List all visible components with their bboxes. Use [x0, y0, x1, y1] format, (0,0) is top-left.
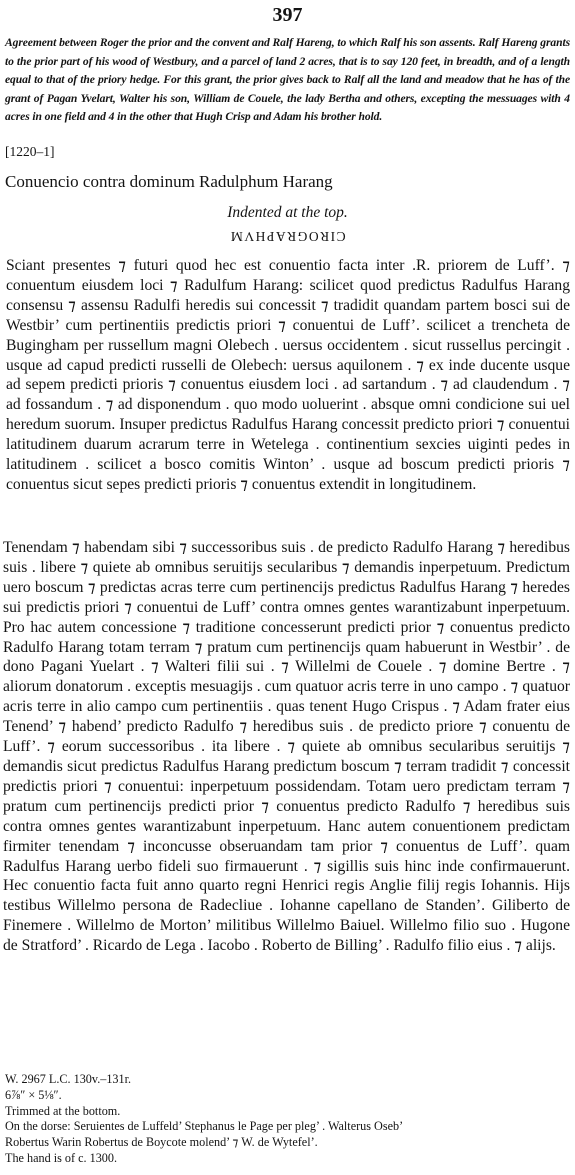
editorial-notes: [5, 1072, 570, 1167]
hand-note: The hand is of c. 1300.: [5, 1150, 118, 1165]
english-summary: Agreement between Roger the prior and the convent and Ralf Hareng, to which Ralf his son assents. Ralf Hareng grants to the prior part of his wood of Westbury, and a parcel of land 2 acres, that is to say 120 feet, in breadth, and of a length equal to that of the priory hedge. For this grant, the prior gives back to Ralf all the land and meadow that he has of the grant of Pagan Yvelart, Walter his son, William de Couele, the lady Bertha and others, excepting the messuages with 4 acres in one field and 4 in the other that Hugh Crisp and Adam his brother hold.: [5, 36, 570, 124]
trim-note: Trimmed at the bottom.: [5, 1103, 121, 1118]
document-date: [1220–1]: [5, 144, 55, 159]
manuscript-reference: W. 2967 L.C. 130v.–131r.: [5, 1072, 132, 1086]
dorse-note-line-1: On the dorse: Seruientes de Luffeld’ Stephanus le Page per pleg’ . Walterus Oseb’: [5, 1119, 404, 1134]
document-title: Conuencio contra dominum Radulphum Harang: [5, 172, 333, 191]
page-number: 397: [272, 4, 303, 26]
indent-note: Indented at the top.: [227, 204, 348, 221]
charter-paragraph-2: Tenendam ⁊ habendam sibi ⁊ successoribus suis . de predicto Radulfo Harang ⁊ heredibus suis . libere ⁊ quiete ab omnibus seruitijs secularibus ⁊ demandis inperpetuum. Predictum uero boscum ⁊ predictas acras terre cum pertinencijs predictus Radulfus Harang ⁊ heredes sui predictis priori ⁊ conuentui de Luff’ contra omnes gentes warantizabunt inperpetuum. Pro hac autem concessione ⁊ traditione concesserunt predicti prior ⁊ conuentus predicto Radulfo Harang totam terram ⁊ pratum cum pertinencijs quam habuerunt in Westbir’ . de dono Pagani Yuelart . ⁊ Walteri filii sui . ⁊ Willelmi de Couele . ⁊ domine Bertre . ⁊ aliorum donatorum . exceptis mesuagijs . cum quatuor acris terre in uno campo . ⁊ quatuor acris terre in alio campo cum pertinentiis . quas tenent Hugo Crispus . ⁊ Adam frater eius Tenend’ ⁊ habend’ predicto Radulfo ⁊ heredibus suis . de predicto priore ⁊ conuentu de Luff’. ⁊ eorum successoribus . ita libere . ⁊ quiete ab omnibus secularibus seruitijs ⁊ demandis sicut predictus Radulfus Harang predictum boscum ⁊ terram tradidit ⁊ concessit predictis priori ⁊ conuentui: inperpetuum possidendam. Totam uero predictam terram ⁊ pratum cum pertinencijs predicti prior ⁊ conuentus predicto Radulfo ⁊ heredibus suis contra omnes gentes warantizabunt inperpetuum. Hanc autem conuentionem predictam firmiter tenendam ⁊ inconcusse obseruandam tam prior ⁊ conuentus de Luff’. quam Radulfus Harang uerbo fideli suo firmauerunt . ⁊ sigillis suis hinc inde confirmauerunt. Hec conuentio facta fuit anno quarto regni Henrici regis Anglie filij regis Iohannis. Hijs testibus Willelmo persona de Radecliue . Iohanne capellano de Standen’. Giliberto de Finemere . Willelmo de Morton’ militibus Willelmo Baiuel. Willelmo filio suo . Hugone de Stratford’ . Ricardo de Lega . Iacobo . Roberto de Billing’ . Radulfo filio eius . ⁊ alijs.: [3, 539, 570, 955]
chirograph-inverted: CIROGRAPHVM: [229, 229, 346, 244]
dorse-note-line-2: Robertus Warin Robertus de Boycote molend’ ⁊ W. de Wytefel’.: [5, 1135, 318, 1150]
charter-paragraph-1: Sciant presentes ⁊ futuri quod hec est conuentio facta inter .R. priorem de Luff’. ⁊ conuentum eiusdem loci ⁊ Radulfum Harang: scilicet quod predictus Radulfus Harang consensu ⁊ assensu Radulfi heredis sui concessit ⁊ tradidit quandam partem bosci sui de Westbir’ cum pertinentiis predictis priori ⁊ conuentui de Luff’. scilicet a trencheta de Bugingham per russellum magni Olebech . uersus occidentem . sicut russellus percingit . usque ad capud predicti russelli de Olebech: uersus aquilonem . ⁊ ex inde ducente usque ad sepem predicti prioris ⁊ conuentus eiusdem loci . ad sartandum . ⁊ ad claudendum . ⁊ ad fossandum . ⁊ ad disponendum . quo modo uoluerint . absque omni condicione sui uel heredum suorum. Insuper predictus Radulfus Harang concessit predicto priori ⁊ conuentui latitudinem duarum acrarum terre in Wetelega . continentium sexcies uiginti pedes in latitudinem . scilicet a bosco comitis Winton’ . usque ad boscum predicti prioris ⁊ conuentus sicut sepes predicti prioris ⁊ conuentus extendit in longitudinem.: [6, 257, 570, 493]
manuscript-size: 6⅞″ × 5⅛″.: [5, 1087, 62, 1102]
